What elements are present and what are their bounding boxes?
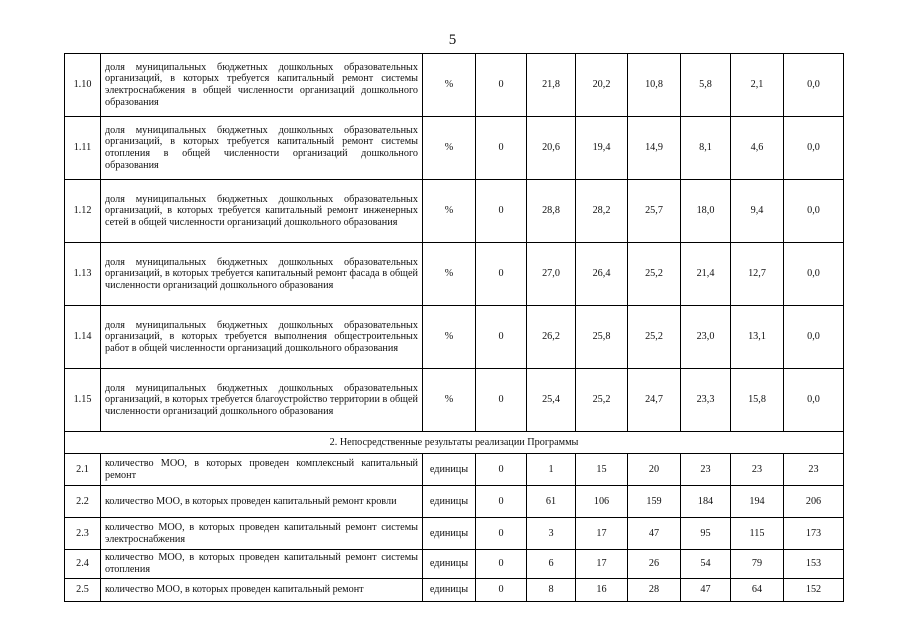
row-number: 1.14: [65, 306, 101, 369]
indicator-description: доля муниципальных бюджетных дошкольных образовательных организаций, в которых требуется капитальный ремонт фасада в общей численности организаций дошкольного образования: [101, 243, 423, 306]
value-cell: 12,7: [731, 243, 784, 306]
table-row: [65, 518, 844, 550]
value-cell: 23,0: [681, 306, 731, 369]
row-number: 2.5: [65, 579, 101, 602]
value-cell: 5,8: [681, 54, 731, 117]
value-cell: 0: [476, 243, 527, 306]
row-number: 2.2: [65, 486, 101, 518]
indicator-description: количество МОО, в которых проведен капитальный ремонт: [101, 579, 423, 602]
value-cell: 20,6: [527, 117, 576, 180]
unit-cell: единицы: [423, 454, 476, 486]
table-row: [65, 579, 844, 602]
table-row: [65, 306, 844, 369]
value-cell: 106: [576, 486, 628, 518]
value-cell: 64: [731, 579, 784, 602]
value-cell: 14,9: [628, 117, 681, 180]
value-cell: 20,2: [576, 54, 628, 117]
value-cell: 18,0: [681, 180, 731, 243]
unit-cell: %: [423, 54, 476, 117]
unit-cell: единицы: [423, 579, 476, 602]
value-cell: 153: [784, 550, 844, 579]
indicator-description: доля муниципальных бюджетных дошкольных образовательных организаций, в которых требуется капитальный ремонт инженерных сетей в общей численности организаций дошкольного образования: [101, 180, 423, 243]
value-cell: 9,4: [731, 180, 784, 243]
indicator-description: количество МОО, в которых проведен капитальный ремонт системы электроснабжения: [101, 518, 423, 550]
value-cell: 2,1: [731, 54, 784, 117]
page-number: 5: [448, 32, 457, 48]
row-number: 2.3: [65, 518, 101, 550]
value-cell: 27,0: [527, 243, 576, 306]
row-number: 1.11: [65, 117, 101, 180]
table-row: [65, 454, 844, 486]
value-cell: 16: [576, 579, 628, 602]
row-number: 1.10: [65, 54, 101, 117]
value-cell: 0: [476, 579, 527, 602]
value-cell: 0: [476, 180, 527, 243]
value-cell: 79: [731, 550, 784, 579]
value-cell: 0: [476, 54, 527, 117]
value-cell: 6: [527, 550, 576, 579]
value-cell: 23: [784, 454, 844, 486]
value-cell: 17: [576, 550, 628, 579]
value-cell: 0: [476, 306, 527, 369]
value-cell: 13,1: [731, 306, 784, 369]
indicator-description: количество МОО, в которых проведен комплексный капитальный ремонт: [101, 454, 423, 486]
value-cell: 15: [576, 454, 628, 486]
value-cell: 95: [681, 518, 731, 550]
table-row: [65, 54, 844, 117]
value-cell: 25,2: [628, 243, 681, 306]
value-cell: 206: [784, 486, 844, 518]
unit-cell: %: [423, 180, 476, 243]
row-number: 2.1: [65, 454, 101, 486]
unit-cell: %: [423, 306, 476, 369]
value-cell: 17: [576, 518, 628, 550]
indicator-description: доля муниципальных бюджетных дошкольных образовательных организаций, в которых требуется капитальный ремонт системы электроснабжения в общей численности организаций дошкольного образования: [101, 54, 423, 117]
value-cell: 25,4: [527, 369, 576, 432]
indicator-description: доля муниципальных бюджетных дошкольных образовательных организаций, в которых требуется благоустройство территории в общей численности организаций дошкольного образования: [101, 369, 423, 432]
section-header-row: [65, 432, 844, 454]
unit-cell: %: [423, 369, 476, 432]
value-cell: 8,1: [681, 117, 731, 180]
unit-cell: единицы: [423, 486, 476, 518]
value-cell: 54: [681, 550, 731, 579]
value-cell: 0: [476, 454, 527, 486]
value-cell: 28,2: [576, 180, 628, 243]
value-cell: 1: [527, 454, 576, 486]
value-cell: 0,0: [784, 117, 844, 180]
value-cell: 61: [527, 486, 576, 518]
indicators-table: [64, 53, 844, 602]
indicator-description: доля муниципальных бюджетных дошкольных образовательных организаций, в которых требуется капитальный ремонт системы отопления в общей численности организаций дошкольного образования: [101, 117, 423, 180]
table-row: [65, 180, 844, 243]
value-cell: 8: [527, 579, 576, 602]
value-cell: 0: [476, 117, 527, 180]
value-cell: 28,8: [527, 180, 576, 243]
row-number: 2.4: [65, 550, 101, 579]
value-cell: 115: [731, 518, 784, 550]
unit-cell: %: [423, 243, 476, 306]
row-number: 1.15: [65, 369, 101, 432]
value-cell: 20: [628, 454, 681, 486]
value-cell: 25,7: [628, 180, 681, 243]
value-cell: 173: [784, 518, 844, 550]
indicator-description: количество МОО, в которых проведен капитальный ремонт системы отопления: [101, 550, 423, 579]
indicator-description: доля муниципальных бюджетных дошкольных образовательных организаций, в которых требуется выполнения общестроительных работ в общей численности организаций дошкольного образования: [101, 306, 423, 369]
value-cell: 0,0: [784, 54, 844, 117]
table-row: [65, 243, 844, 306]
value-cell: 23: [731, 454, 784, 486]
row-number: 1.12: [65, 180, 101, 243]
value-cell: 0: [476, 369, 527, 432]
table-row: [65, 117, 844, 180]
value-cell: 0,0: [784, 306, 844, 369]
table-row: [65, 550, 844, 579]
value-cell: 10,8: [628, 54, 681, 117]
value-cell: 28: [628, 579, 681, 602]
value-cell: 25,8: [576, 306, 628, 369]
value-cell: 26: [628, 550, 681, 579]
section-title: 2. Непосредственные результаты реализации Программы: [65, 432, 844, 454]
table-row: [65, 369, 844, 432]
value-cell: 25,2: [576, 369, 628, 432]
unit-cell: единицы: [423, 550, 476, 579]
value-cell: 0: [476, 486, 527, 518]
unit-cell: %: [423, 117, 476, 180]
value-cell: 26,4: [576, 243, 628, 306]
value-cell: 159: [628, 486, 681, 518]
value-cell: 0,0: [784, 243, 844, 306]
value-cell: 19,4: [576, 117, 628, 180]
value-cell: 23: [681, 454, 731, 486]
indicator-description: количество МОО, в которых проведен капитальный ремонт кровли: [101, 486, 423, 518]
value-cell: 24,7: [628, 369, 681, 432]
unit-cell: единицы: [423, 518, 476, 550]
table-body: [65, 54, 844, 602]
value-cell: 25,2: [628, 306, 681, 369]
value-cell: 26,2: [527, 306, 576, 369]
table-row: [65, 486, 844, 518]
row-number: 1.13: [65, 243, 101, 306]
value-cell: 152: [784, 579, 844, 602]
value-cell: 4,6: [731, 117, 784, 180]
value-cell: 0,0: [784, 369, 844, 432]
value-cell: 47: [628, 518, 681, 550]
value-cell: 194: [731, 486, 784, 518]
value-cell: 15,8: [731, 369, 784, 432]
value-cell: 47: [681, 579, 731, 602]
value-cell: 0: [476, 518, 527, 550]
value-cell: 21,8: [527, 54, 576, 117]
value-cell: 0,0: [784, 180, 844, 243]
value-cell: 23,3: [681, 369, 731, 432]
value-cell: 0: [476, 550, 527, 579]
value-cell: 184: [681, 486, 731, 518]
value-cell: 21,4: [681, 243, 731, 306]
value-cell: 3: [527, 518, 576, 550]
